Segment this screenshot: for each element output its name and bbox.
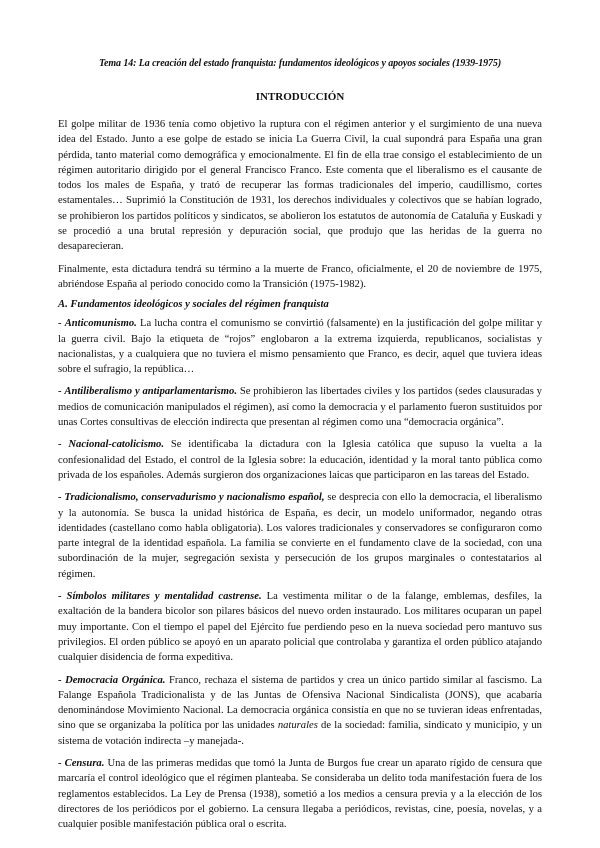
item-emphasis: naturales (277, 720, 318, 732)
intro-heading: INTRODUCCIÓN (255, 91, 345, 103)
item-text: se desprecia con ello la democracia, el liberalismo y la autonomía. Se busca la unidad histórica de España, es decir, un modelo uniformador, negando otras identidades (castellano como habla obligatoria). Los valores tradicionales y conservadores se configuraron como parte integral de la identidad española. La familia se convierte en el fundamento clave de la sociedad, con una subordinación de la mujer, segregación sexista y persecución de los grupos marginales o contestatarios al régimen. (58, 492, 542, 580)
item-text: Franco, rechaza el sistema de partidos y crea un único partido similar al fascismo. La Falange Española Tradicionalista y de las Juntas de Ofensiva Nacional Sindicalista (JONS), que acabaría denominándose Movimiento Nacional. La democracia orgánica consistía en que no se tuvieran ideas enfrentadas, sino que se organizaba la política por las unidades (58, 674, 543, 732)
item-term: Democracia Orgánica. (65, 674, 166, 686)
list-item-antiliberalismo (58, 384, 542, 430)
list-item-tradicionalismo (58, 490, 542, 582)
item-dash: - (58, 591, 62, 603)
item-text: Se identificaba la dictadura con la Iglesia católica que supuso la vuelta a la confesionalidad del Estado, el control de la Iglesia sobre: la educación, identidad y la moral tanto pública como privada de los españoles. Además surgieron dos organizaciones laicas que participaron en las tareas del Estado. (58, 439, 543, 481)
list-item-simbolos-militares (58, 589, 542, 665)
item-term: Anticomunismo. (64, 318, 137, 330)
item-dash: - (58, 492, 62, 504)
item-text: La lucha contra el comunismo se convirtió (falsamente) en la justificación del golpe militar y la guerra civil. Bajo la etiqueta de “rojos” englobaron a la extrema izquierda, republicanos, socialistas y nacionalistas, y a cualquiera que no tuviera el mismo pensamiento que Franco, es decir, aquel que tuviera ideas sobre el sufragio, la república… (58, 318, 542, 376)
list-item-anticomunismo (58, 316, 542, 377)
item-dash: - (58, 757, 62, 769)
intro-paragraph: Finalmente, esta dictadura tendrá su término a la muerte de Franco, oficialmente, el 20 de noviembre de 1975, abriéndose España al periodo conocido como la Transición (1975-1982). (58, 263, 542, 290)
item-dash: - (58, 318, 62, 330)
item-text: Una de las primeras medidas que tomó la Junta de Burgos fue crear un aparato rígido de censura que marcaría el control ideológico que el régimen planteaba. Se consideraba un delito toda manifestación fuera de los reglamentos establecidos. La Ley de Prensa (1938), sometió a los medios a censura previa y a la elección de los directores de los periódicos por el gobierno. La censura llegaba a periódicos, revistas, cine, poesía, novelas, y a cualquier posible manifestación pública oral o escrita. (58, 757, 542, 831)
list-item-nacional-catolicismo (58, 437, 542, 483)
item-term: Censura. (64, 757, 105, 769)
item-dash: - (58, 439, 62, 451)
item-term: Antiliberalismo y antiparlamentarismo. (64, 386, 237, 398)
item-text: La vestimenta militar o de la falange, emblemas, desfiles, la exaltación de la bandera bicolor son pilares básicos del nuevo orden instaurado. Los militares ocuparan un papel muy importante. Con el tiempo el papel del Ejército fue perdiendo peso en la nueva sociedad pero mantuvo sus privilegios. El orden público se apoyó en un aparato policial que controlaba y garantiza el orden público atajando cualquier disidencia de forma expeditiva. (58, 591, 542, 664)
intro-paragraph: El golpe militar de 1936 tenía como objetivo la ruptura con el régimen anterior y el surgimiento de una nueva idea del Estado. Junto a ese golpe de estado se inicia La Guerra Civil, la cual supondrá para España una gran pérdida, tanto material como demográfica y emocionalmente. El fin de ella trae consigo el establecimiento de un régimen autoritario dirigido por el general Francisco Franco. Este comenta que el liberalismo es el causante de todos los males de España, y trató de recuperar las formas tradicionales del imperio, caudillismo, cortes estamentales… Suprimió la Constitución de 1931, los derechos individuales y colectivos que se habían logrado, se prohibieron los partidos políticos y sindicatos, se abolieron los estatutos de autonomía de Cataluña y Euskadi y se procedió a una brutal represión y depuración social, que produjo que las heridas de la guerra no desaparecieran. (58, 119, 542, 253)
item-term: Símbolos militares y mentalidad castrense. (66, 591, 262, 603)
section-heading: A. Fundamentos ideológicos y sociales del régimen franquista (58, 299, 329, 311)
list-item-democracia-organica (58, 673, 542, 749)
item-term: Tradicionalismo, conservadurismo y nacionalismo español, (64, 492, 325, 504)
item-text: Se prohibieron las libertades civiles y los partidos (sedes clausuradas y medios de comunicación manipulados el régimen), así como la democracia y el parlamento fueron sustituidos por unas Cortes consultivas de elección indirecta que presentan al régimen como una “democracia orgánica”. (58, 386, 542, 429)
list-item-censura (58, 756, 542, 832)
item-dash: - (58, 386, 62, 398)
item-dash: - (58, 674, 62, 686)
item-text: de la sociedad: familia, sindicato y municipio, y un sistema de votación indirecta –y manejada-. (58, 720, 542, 747)
document-title: Tema 14: La creación del estado franquista: fundamentos ideológicos y apoyos sociales (1939-1975) (98, 58, 502, 69)
item-term: Nacional-catolicismo. (68, 439, 165, 451)
